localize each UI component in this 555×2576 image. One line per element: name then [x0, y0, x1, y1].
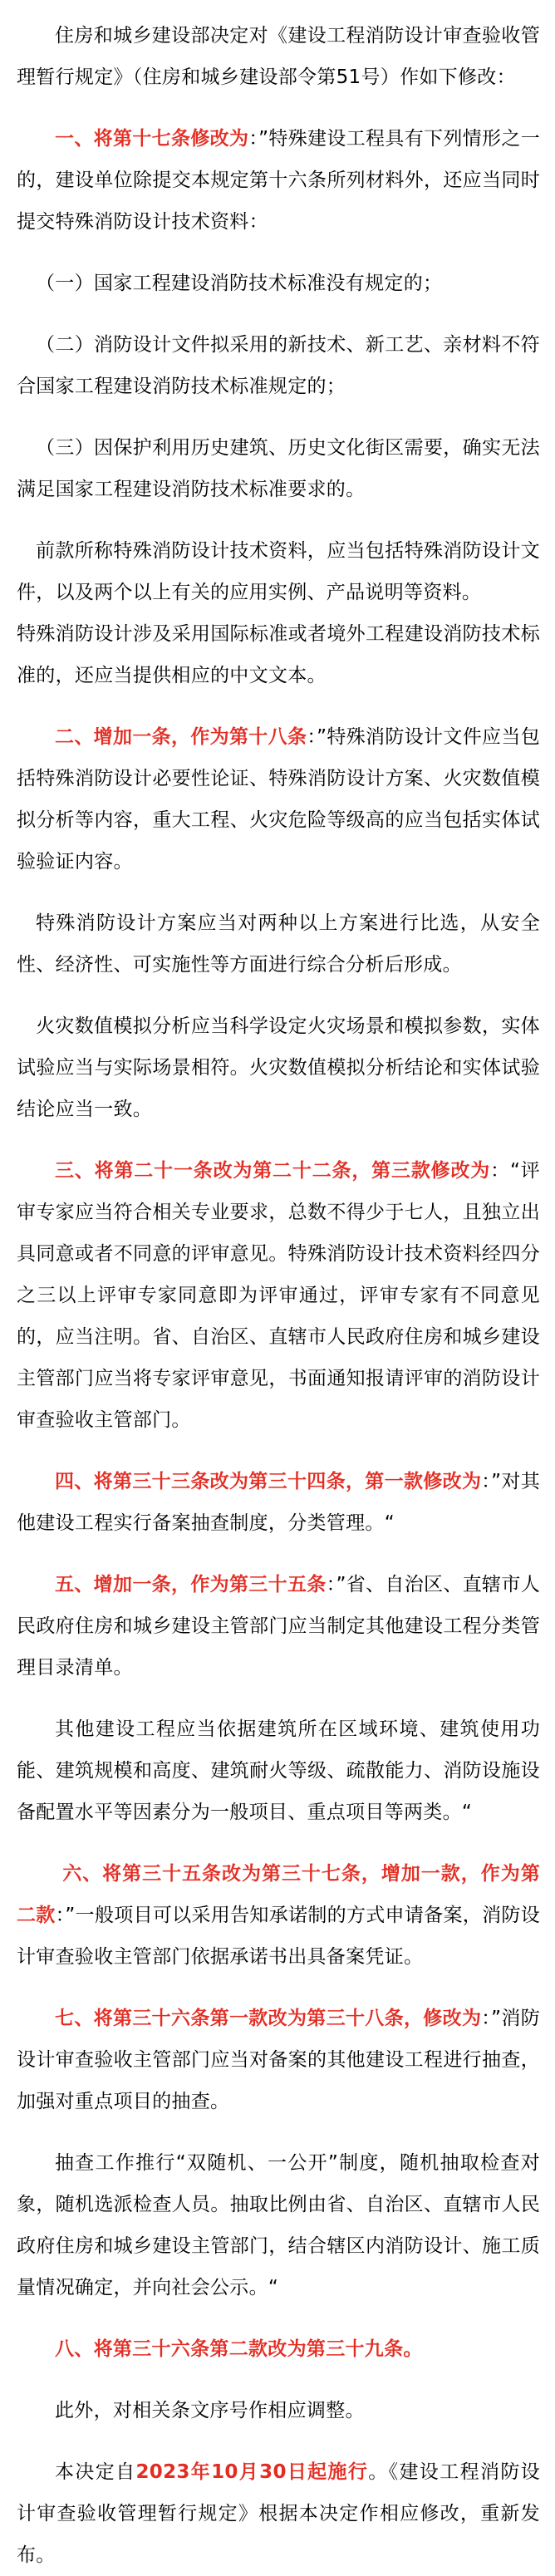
paragraph-text: （三）因保护利用历史建筑、历史文化街区需要，确实无法满足国家工程建设消防技术标准要求的。 [17, 437, 540, 500]
paragraph-p12 [17, 1564, 540, 1689]
paragraph-p1 [17, 118, 540, 243]
paragraph-p6 [17, 613, 540, 696]
paragraph-text: ：”特殊建设工程具有下列情形之一的，建设单位除提交本规定第十六条所列材料外，还应当同时提交特殊消防设计技术资料： [17, 128, 540, 233]
paragraph-p5 [17, 530, 540, 613]
highlighted-heading: 六、将第三十五条改为第三十七条，增加一款，作为第二款 [17, 1863, 540, 1926]
paragraph-p2 [17, 263, 540, 304]
paragraph-text: ：”特殊消防设计文件应当包括特殊消防设计必要性论证、特殊消防设计方案、火灾数值模拟分析等内容，重大工程、火灾危险等级高的应当包括实体试验验证内容。 [17, 726, 540, 873]
paragraph-text: ：”消防设计审查验收主管部门应当对备案的其他建设工程进行抽查，加强对重点项目的抽查。 [17, 2008, 540, 2112]
paragraph-p17 [17, 2328, 540, 2370]
paragraph-text: 此外，对相关条文序号作相应调整。 [55, 2400, 365, 2421]
highlighted-heading: 一、将第十七条修改为 [55, 128, 249, 150]
highlighted-heading: 二、增加一条，作为第十八条 [55, 726, 307, 748]
paragraph-p18 [17, 2390, 540, 2431]
highlighted-heading: 五、增加一条，作为第三十五条 [55, 1574, 327, 1595]
paragraph-text: ：”对其他建设工程实行备案抽查制度，分类管理。“ [17, 1471, 540, 1534]
paragraph-text: （一）国家工程建设消防技术标准没有规定的； [36, 273, 443, 294]
highlighted-heading: 七、将第三十六条第一款改为第三十八条，修改为 [55, 2008, 482, 2029]
paragraph-p11 [17, 1461, 540, 1544]
paragraph-p0 [17, 15, 540, 98]
paragraph-text: 前款所称特殊消防设计技术资料，应当包括特殊消防设计文件，以及两个以上有关的应用实例、产品说明等资料。 [17, 540, 540, 603]
paragraph-p4 [17, 427, 540, 510]
paragraph-p8 [17, 902, 540, 986]
paragraph-text: （二）消防设计文件拟采用的新技术、新工艺、亲材料不符合国家工程建设消防技术标准规定的； [17, 334, 540, 397]
paragraph-text: ：”一般项目可以采用告知承诺制的方式申请备案，消防设计审查验收主管部门依据承诺书出具备案凭证。 [17, 1905, 540, 1968]
paragraph-text: 本决定自 [55, 2461, 136, 2483]
paragraph-p13 [17, 1708, 540, 1833]
paragraph-p14 [17, 1853, 540, 1978]
paragraph-p10 [17, 1150, 540, 1441]
paragraph-p19 [17, 2451, 540, 2576]
paragraph-p9 [17, 1005, 540, 1130]
highlighted-heading: 四、将第三十三条改为第三十四条，第一款修改为 [55, 1471, 482, 1492]
paragraph-text: 其他建设工程应当依据建筑所在区域环境、建筑使用功能、建筑规模和高度、建筑耐火等级、疏散能力、消防设施设备配置水平等因素分为一般项目、重点项目等两类。“ [17, 1718, 540, 1823]
paragraph-p7 [17, 716, 540, 882]
highlighted-heading: 三、将第二十一条改为第二十二条，第三款修改为 [55, 1160, 491, 1182]
highlighted-heading: 2023年10月30日起施行 [135, 2461, 369, 2483]
paragraph-p16 [17, 2142, 540, 2308]
paragraph-text: 特殊消防设计涉及采用国际标准或者境外工程建设消防技术标准的，还应当提供相应的中文文本。 [17, 623, 540, 686]
highlighted-heading: 八、将第三十六条第二款改为第三十九条。 [55, 2338, 423, 2360]
paragraph-text: 抽查工作推行“双随机、一公开”制度，随机抽取检查对象，随机选派检查人员。抽取比例由省、自治区、直辖市人民政府住房和城乡建设主管部门，结合辖区内消防设计、施工质量情况确定，并向社会公示。“ [17, 2152, 540, 2298]
paragraph-text: 火灾数值模拟分析应当科学设定火灾场景和模拟参数，实体试验应当与实际场景相符。火灾数值模拟分析结论和实体试验结论应当一致。 [17, 1015, 540, 1120]
paragraph-p3 [17, 324, 540, 407]
paragraph-p15 [17, 1998, 540, 2122]
paragraph-text: ：“评审专家应当符合相关专业要求，总数不得少于七人，且独立出具同意或者不同意的评审意见。特殊消防设计技术资料经四分之三以上评审专家同意即为评审通过，评审专家有不同意见的，应当注明。省、自治区、直辖市人民政府住房和城乡建设主管部门应当将专家评审意见，书面通知报请评审的消防设计审查验收主管部门。 [17, 1160, 540, 1431]
paragraph-text: 特殊消防设计方案应当对两种以上方案进行比选，从安全性、经济性、可实施性等方面进行综合分析后形成。 [17, 912, 540, 976]
paragraph-text: 。《建设工程消防设计审查验收管理暂行规定》根据本决定作相应修改，重新发布。 [17, 2461, 540, 2566]
paragraph-text: ：”省、自治区、直辖市人民政府住房和城乡建设主管部门应当制定其他建设工程分类管理目录清单。 [17, 1574, 540, 1679]
paragraph-text: 住房和城乡建设部决定对《建设工程消防设计审查验收管理暂行规定》（住房和城乡建设部令第51号）作如下修改： [17, 25, 540, 88]
